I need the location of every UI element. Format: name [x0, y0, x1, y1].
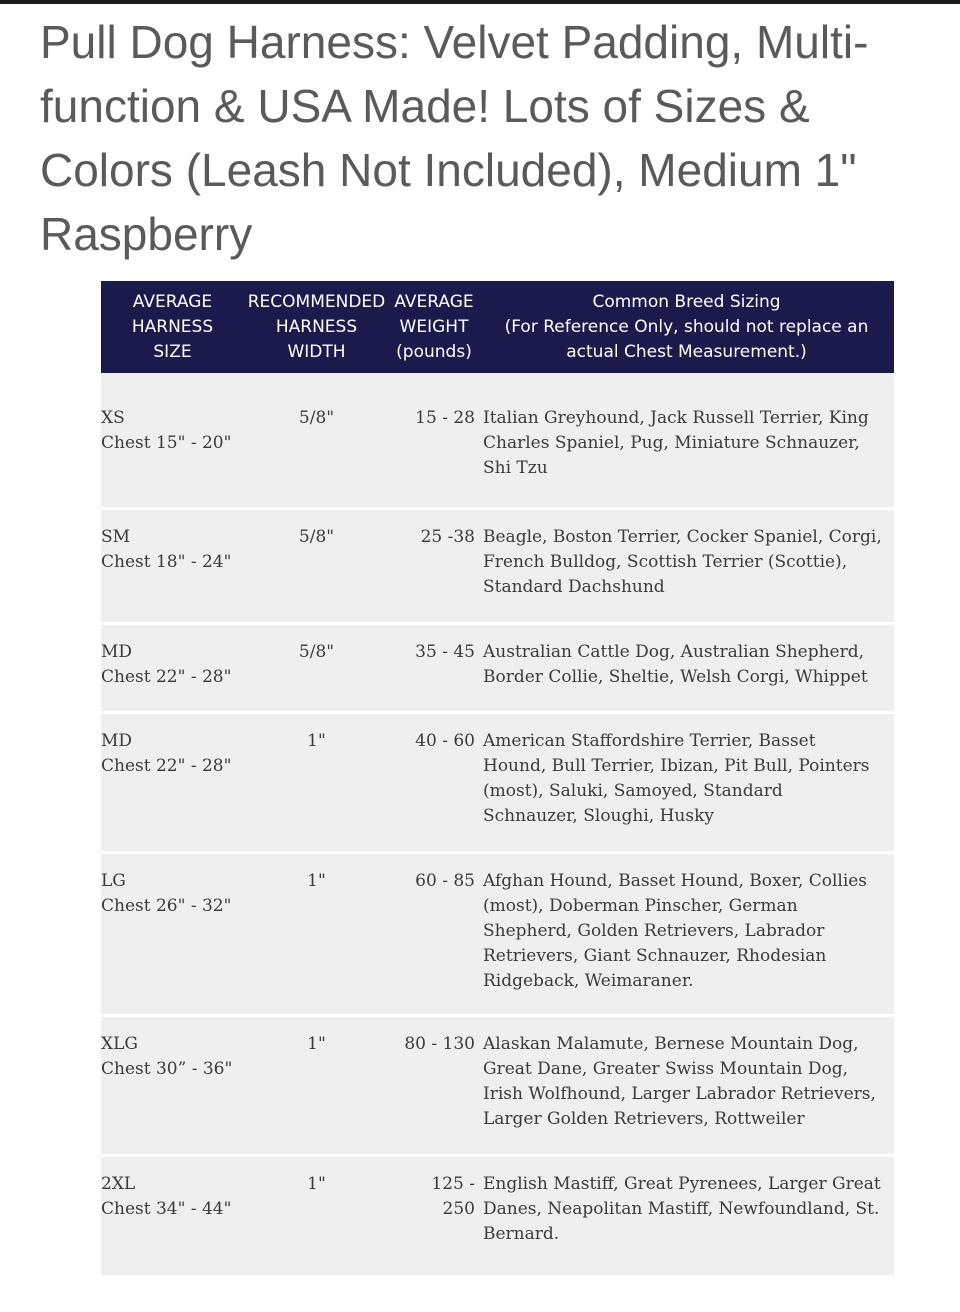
cell-size: 2XL Chest 34" - 44" [101, 1174, 232, 1219]
table-row [101, 711, 894, 851]
cell-weight: 35 - 45 [415, 642, 475, 662]
header-harness-size: AVERAGE HARNESS SIZE [131, 291, 214, 362]
header-harness-width: RECOMMENDED HARNESS WIDTH [247, 291, 386, 362]
size-chart-table [101, 281, 894, 1275]
cell-breeds: English Mastiff, Great Pyrenees, Larger Great Danes, Neapolitan Mastiff, Newfoundland, St. Bernard. [483, 1174, 881, 1244]
cell-width: 1" [307, 1174, 326, 1194]
cell-breeds: American Staffordshire Terrier, Basset Hound, Bull Terrier, Ibizan, Pit Bull, Pointers (most), Saluki, Samoyed, Standard Schnauzer, Sloughi, Husky [483, 731, 870, 826]
cell-width: 1" [307, 871, 326, 891]
cell-weight: 40 - 60 [415, 731, 475, 751]
header-breed-sizing: Common Breed Sizing (For Reference Only, should not replace an actual Chest Measurement.) [504, 291, 869, 362]
cell-size: SM Chest 18" - 24" [101, 527, 232, 572]
cell-weight: 25 -38 [420, 527, 475, 547]
table-row [101, 391, 894, 507]
cell-breeds: Beagle, Boston Terrier, Cocker Spaniel, Corgi, French Bulldog, Scottish Terrier (Scottie), Standard Dachshund [483, 527, 882, 597]
cell-weight: 80 - 130 [404, 1034, 475, 1054]
table-row [101, 851, 894, 1014]
cell-breeds: Italian Greyhound, Jack Russell Terrier, King Charles Spaniel, Pug, Miniature Schnauzer, Shi Tzu [483, 408, 869, 478]
cell-width: 5/8" [298, 527, 335, 547]
cell-breeds: Afghan Hound, Basset Hound, Boxer, Collies (most), Doberman Pinscher, German Shepherd, Golden Retrievers, Labrador Retrievers, Giant Schnauzer, Rhodesian Ridgeback, Weimaraner. [483, 871, 868, 991]
cell-size: MD Chest 22" - 28" [101, 642, 232, 687]
cell-weight: 60 - 85 [415, 871, 475, 891]
cell-size: MD Chest 22" - 28" [101, 731, 232, 776]
cell-size: LG Chest 26" - 32" [101, 871, 232, 916]
table-row [101, 622, 894, 711]
cell-weight: 15 - 28 [415, 408, 475, 428]
table-row [101, 1154, 894, 1275]
cell-width: 5/8" [298, 408, 335, 428]
cell-weight: 125 - 250 [431, 1174, 475, 1219]
cell-size: XLG Chest 30” - 36" [101, 1034, 233, 1079]
cell-size: XS Chest 15" - 20" [101, 408, 232, 453]
table-header [101, 281, 894, 373]
header-weight: AVERAGE WEIGHT (pounds) [394, 291, 474, 362]
table-row [101, 1014, 894, 1154]
cell-breeds: Alaskan Malamute, Bernese Mountain Dog, Great Dane, Greater Swiss Mountain Dog, Irish Wolfhound, Larger Labrador Retrievers, Larger Golden Retrievers, Rottweiler [483, 1034, 876, 1129]
cell-breeds: Australian Cattle Dog, Australian Shepherd, Border Collie, Sheltie, Welsh Corgi, Whippet [483, 642, 868, 687]
cell-width: 5/8" [298, 642, 335, 662]
table-row [101, 507, 894, 622]
top-divider [0, 0, 960, 4]
cell-width: 1" [307, 1034, 326, 1054]
header-gap [101, 373, 894, 391]
product-title: Pull Dog Harness: Velvet Padding, Multi-function & USA Made! Lots of Sizes & Colors (Leash Not Included), Medium 1" Raspberry [40, 16, 869, 260]
cell-width: 1" [307, 731, 326, 751]
